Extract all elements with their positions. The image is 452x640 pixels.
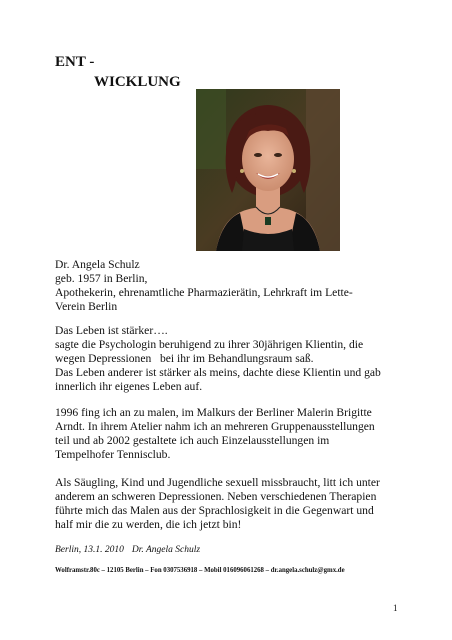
title-line-2: WICKLUNG [94,74,181,90]
paragraph-line: sagte die Psychologin beruhigend zu ihrer 30jährigen Klientin, die [55,338,364,351]
signature-place-date: Berlin, 13.1. 2010 [55,545,124,555]
signature [55,545,200,555]
intro-paragraph [55,258,400,314]
paragraph-line: Tempelhofer Tennisclub. [55,448,171,461]
contact-footer: Wolframstr.80c – 12105 Berlin – Fon 0307536918 – Mobil 016096061268 – dr.angela.schulz@gmx.de [55,567,345,574]
intro-line: geb. 1957 in Berlin, [55,272,148,285]
paragraph-line: Als Säugling, Kind und Jugendliche sexuell missbraucht, litt ich unter [55,476,380,489]
title-line-1: ENT - [55,54,95,70]
page-number: 1 [393,603,398,613]
paragraph-line: innerlich ihr eigenes Leben auf. [55,380,203,393]
paragraph-therapie [55,476,400,532]
paragraph-line: anderem an schweren Depressionen. Neben verschiedenen Therapien [55,490,377,503]
paragraph-malen [55,406,400,462]
intro-line: Dr. Angela Schulz [55,258,140,271]
paragraph-line: teil und ab 2002 gestaltete ich auch Einzelausstellungen im [55,434,330,447]
portrait-photo [196,89,340,251]
paragraph-line: half mir die zu werden, die ich jetzt bin! [55,518,242,531]
paragraph-line: Das Leben anderer ist stärker als meins, dachte diese Klientin und gab [55,366,381,379]
signature-name: Dr. Angela Schulz [131,545,201,555]
paragraph-line: 1996 fing ich an zu malen, im Malkurs der Berliner Malerin Brigitte [55,406,372,419]
intro-line: Apothekerin, ehrenamtliche Pharmazierätin, Lehrkraft im Lette- [55,286,353,299]
paragraph-leben [55,324,400,394]
paragraph-line: Arndt. In ihrem Atelier nahm ich an mehreren Gruppenausstellungen [55,420,375,433]
portrait-photo-icon [196,89,340,251]
paragraph-line: führte mich das Malen aus der Sprachlosigkeit in die Gegenwart und [55,504,374,517]
intro-line: Verein Berlin [55,300,118,313]
paragraph-line: Das Leben ist stärker…. [55,324,168,337]
paragraph-line: wegen Depressionen bei ihr im Behandlungsraum saß. [55,352,314,365]
